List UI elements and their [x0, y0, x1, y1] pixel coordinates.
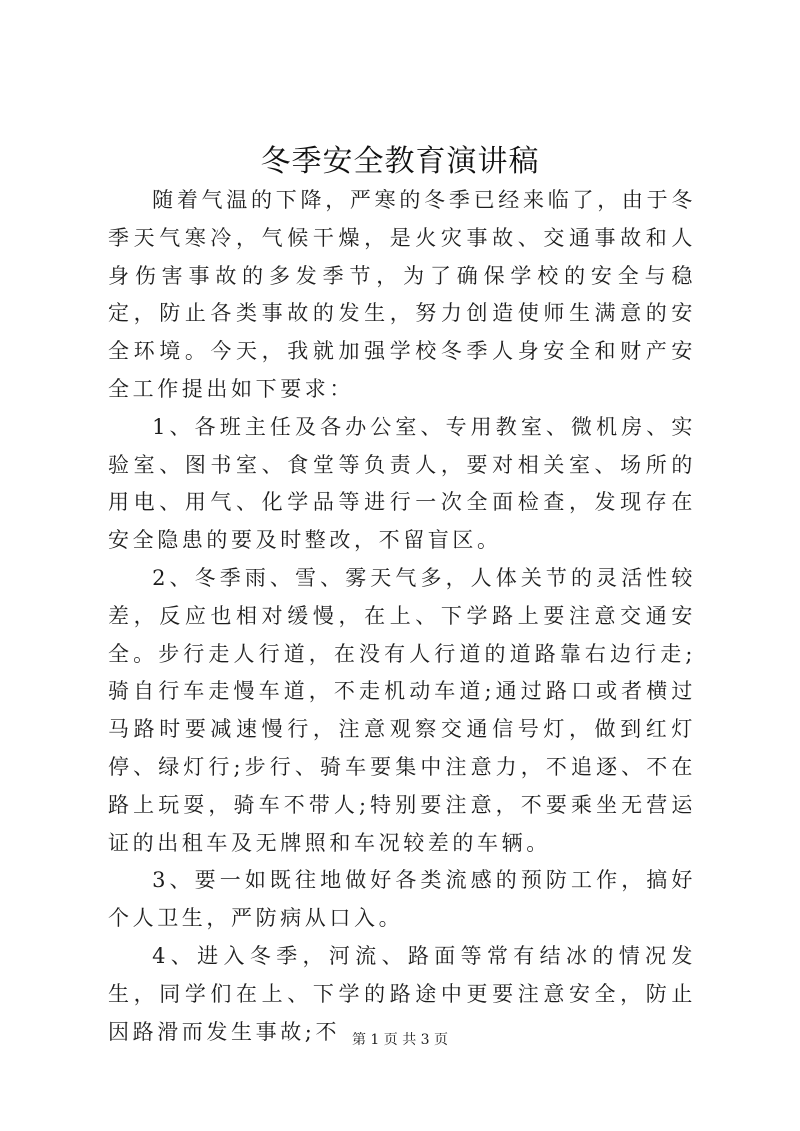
paragraph-item-1: 1、各班主任及各办公室、专用教室、微机房、实验室、图书室、食堂等负责人，要对相关室、场所的用电、用气、化学品等进行一次全面检查，发现存在安全隐患的要及时整改，不留盲区。 — [108, 414, 696, 553]
paragraph-intro: 随着气温的下降，严寒的冬季已经来临了，由于冬季天气寒冷，气候干燥，是火灾事故、交通事故和人身伤害事故的多发季节，为了确保学校的安全与稳定，防止各类事故的发生，努力创造使师生满意的安全环境。今天，我就加强学校冬季人身安全和财产安全工作提出如下要求： — [108, 188, 696, 401]
document-body — [108, 182, 696, 1051]
page-footer — [0, 1030, 800, 1050]
paragraph-item-3: 3、要一如既往地做好各类流感的预防工作，搞好个人卫生，严防病从口入。 — [108, 868, 696, 931]
page-indicator: 第 1 页 共 3 页 — [351, 1032, 449, 1048]
paragraph-item-2: 2、冬季雨、雪、雾天气多，人体关节的灵活性较差，反应也相对缓慢，在上、下学路上要注意交通安全。步行走人行道，在没有人行道的道路靠右边行走;骑自行车走慢车道，不走机动车道;通过路口或者横过马路时要减速慢行，注意观察交通信号灯，做到红灯停、绿灯行;步行、骑车要集中注意力，不追逐、不在路上玩耍，骑车不带人;特别要注意，不要乘坐无营运证的出租车及无牌照和车况较差的车辆。 — [108, 565, 696, 855]
document-title: 冬季安全教育演讲稿 — [260, 144, 540, 179]
paragraph-item-4: 4、进入冬季，河流、路面等常有结冰的情况发生，同学们在上、下学的路途中更要注意安全，防止因路滑而发生事故;不 — [108, 943, 696, 1044]
